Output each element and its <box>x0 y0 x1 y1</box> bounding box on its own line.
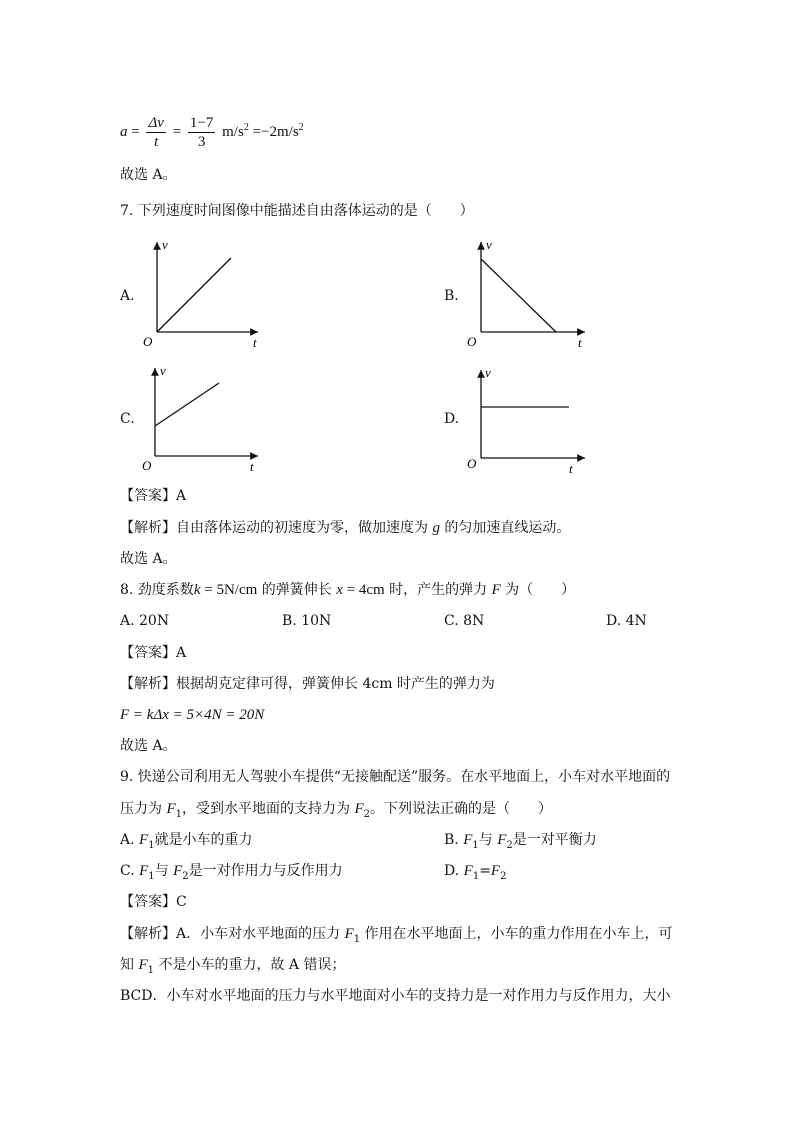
q8-option-a: A. 20N <box>120 613 170 629</box>
q7-graph-b <box>466 236 596 355</box>
origin-label: O <box>143 334 153 349</box>
graph-b-svg <box>466 236 596 351</box>
q7-option-d-label: D. <box>444 411 460 427</box>
q9-stem-line1: 9. 快递公司利用无人驾驶小车提供“无接触配送”服务。在水平地面上，小车对水平地面的 <box>120 769 671 785</box>
q9-stem-line2: 压力为 $F_1$，受到水平地面的支持力为 $F_2$。下列说法正确的是（ ） <box>120 801 552 820</box>
q9-option-b: B. $F_1$与 $F_2$是一对平衡力 <box>444 832 597 851</box>
q8-formula: F = kΔx = 5×4N = 20N <box>120 707 265 723</box>
graph-a-svg <box>140 236 270 351</box>
q9-analysis-line1: 【解析】A．小车对水平地面的压力 $F_1$ 作用在水平地面上，小车的重力作用在小车上，可 <box>120 926 673 945</box>
y-label: v <box>162 237 168 252</box>
q7-graph-d <box>466 364 596 483</box>
q7-analysis: 【解析】自由落体运动的初速度为零，做加速度为 g 的匀加速直线运动。 <box>120 520 571 536</box>
y-label: v <box>485 365 491 380</box>
q8-option-c: C. 8N <box>444 613 485 629</box>
q8-option-d: D. 4N <box>606 613 647 629</box>
origin-label: O <box>467 456 477 471</box>
y-label: v <box>160 363 166 378</box>
q7-option-a-label: A. <box>120 288 135 304</box>
x-label: t <box>569 461 573 476</box>
q8-option-b: B. 10N <box>282 613 332 629</box>
q9-option-d: D. $F_1=F_2$ <box>444 863 507 882</box>
origin-label: O <box>142 458 152 473</box>
q9-analysis-line3: BCD．小车对水平地面的压力与水平地面对小车的支持力是一对作用力与反作用力，大小 <box>120 988 671 1004</box>
q9-answer: 【答案】C <box>120 894 187 910</box>
x-label: t <box>250 459 254 474</box>
graph-c-svg <box>140 362 270 477</box>
q8-stem: 8. 劲度系数k = 5N/cm 的弹簧伸长 x = 4cm 时，产生的弹力 F 为（ ） <box>120 582 576 598</box>
q9-option-c: C. $F_1$与 $F_2$是一对作用力与反作用力 <box>120 863 343 882</box>
q7-graph-c <box>140 362 270 481</box>
q7-answer: 【答案】A <box>120 488 187 504</box>
q8-analysis: 【解析】根据胡克定律可得，弹簧伸长 4cm 时产生的弹力为 <box>120 676 495 692</box>
q7-option-c-label: C. <box>120 411 135 427</box>
x-label: t <box>578 335 582 350</box>
q8-conclusion: 故选 A。 <box>120 738 177 754</box>
graph-d-svg <box>466 364 596 479</box>
velocity-line <box>481 259 556 332</box>
acceleration-formula: a = $\frac{\Delta v}{t}$ = $\frac{1-7}{3}$ $m/s^2 =-2m/s^2$ <box>120 115 304 151</box>
q9-option-a: A. $F_1$就是小车的重力 <box>120 832 253 851</box>
y-label: v <box>486 237 492 252</box>
velocity-line <box>157 258 231 332</box>
q7-conclusion: 故选 A。 <box>120 551 177 567</box>
q9-analysis-line2: 知 $F_1$ 不是小车的重力，故 A 错误； <box>120 957 346 976</box>
origin-label: O <box>467 334 477 349</box>
q7-option-b-label: B. <box>444 288 459 304</box>
x-label: t <box>253 335 257 350</box>
q7-stem: 7. 下列速度时间图像中能描述自由落体运动的是（ ） <box>120 203 474 219</box>
q8-answer: 【答案】A <box>120 645 187 661</box>
velocity-line <box>155 383 219 426</box>
conclusion-prev: 故选 A。 <box>120 167 177 183</box>
q7-graph-a <box>140 236 270 355</box>
